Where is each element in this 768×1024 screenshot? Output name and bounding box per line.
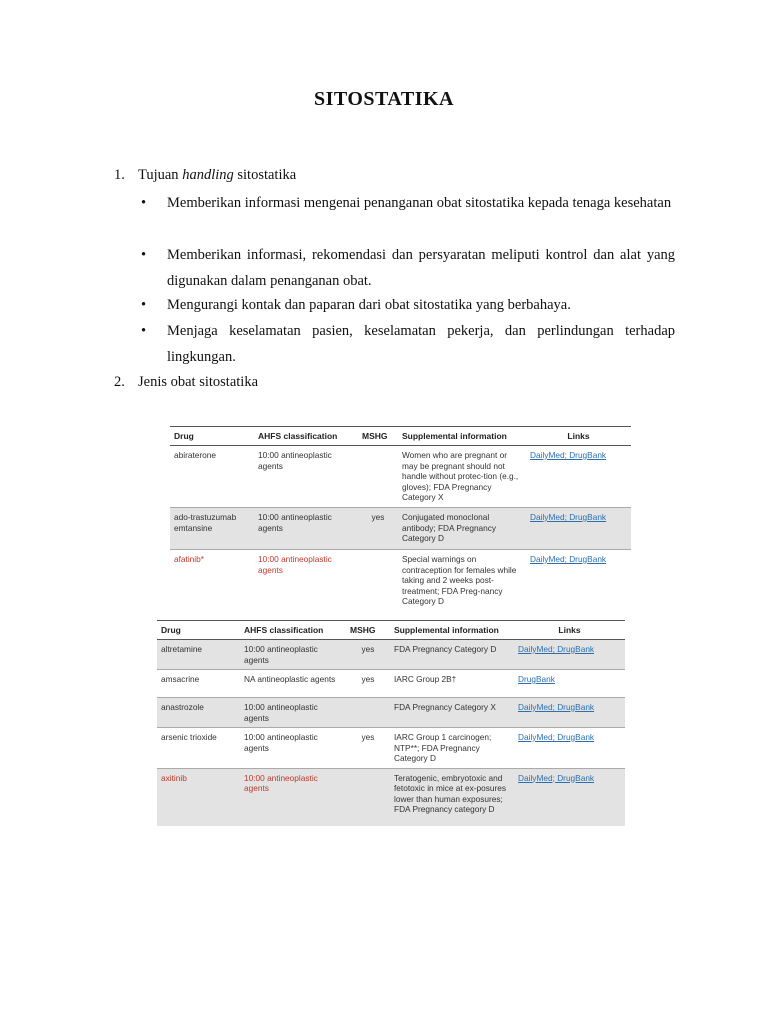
table-header-row bbox=[170, 427, 631, 446]
links-link[interactable]: DailyMed; DrugBank bbox=[518, 732, 595, 742]
links-link[interactable]: DailyMed; DrugBank bbox=[518, 772, 595, 783]
mshg-cell bbox=[346, 698, 390, 728]
table-row bbox=[157, 768, 625, 826]
mshg-cell bbox=[358, 550, 398, 612]
ahfs-cell: 10:00 antineoplastic agents bbox=[244, 702, 318, 723]
links-link[interactable]: DailyMed; DrugBank bbox=[518, 644, 595, 654]
bullet-item bbox=[141, 318, 675, 370]
table-row bbox=[170, 446, 631, 508]
bullet-icon: • bbox=[141, 323, 147, 339]
header-links: Links bbox=[567, 431, 590, 441]
links-link[interactable]: DrugBank bbox=[518, 674, 555, 684]
table-row bbox=[170, 550, 631, 612]
section-2-heading bbox=[114, 374, 258, 391]
drug-cell: amsacrine bbox=[161, 674, 200, 684]
ahfs-cell: 10:00 antineoplastic agents bbox=[258, 554, 332, 575]
header-links: Links bbox=[558, 625, 581, 635]
drug-cell: ado-trastuzumab emtansine bbox=[174, 512, 237, 533]
header-ahfs: AHFS classification bbox=[244, 625, 324, 635]
section-number: 1. bbox=[114, 167, 125, 183]
drug-table-1 bbox=[170, 426, 631, 612]
bullet-text: Memberikan informasi mengenai penanganan obat sitostatika kepada tenaga kesehatan bbox=[167, 195, 672, 211]
ahfs-cell: 10:00 antineoplastic agents bbox=[244, 732, 318, 753]
header-mshg: MSHG bbox=[350, 625, 376, 635]
mshg-cell: yes bbox=[361, 674, 375, 684]
bullet-item bbox=[141, 242, 675, 294]
mshg-cell: yes bbox=[371, 512, 385, 522]
bullet-icon: • bbox=[141, 195, 147, 211]
ahfs-cell: 10:00 antineoplastic agents bbox=[258, 450, 332, 471]
table-row bbox=[157, 698, 625, 728]
drug-cell: afatinib* bbox=[174, 554, 204, 564]
table-row bbox=[157, 728, 625, 769]
header-mshg: MSHG bbox=[362, 431, 388, 441]
drug-cell: abiraterone bbox=[174, 450, 216, 460]
page-title: SITOSTATIKA bbox=[313, 88, 454, 110]
mshg-cell bbox=[358, 446, 398, 508]
drug-cell: axitinib bbox=[161, 772, 187, 783]
bullet-item bbox=[141, 190, 675, 216]
info-cell: Women who are pregnant or may be pregnant should not handle without protec-tion (e.g., gloves); FDA Pregnancy Category X bbox=[402, 450, 519, 502]
section-suffix: sitostatika bbox=[233, 167, 297, 183]
links-link[interactable]: DailyMed; DrugBank bbox=[530, 512, 607, 522]
links-link[interactable]: DailyMed; DrugBank bbox=[530, 450, 607, 460]
header-drug: Drug bbox=[174, 431, 194, 441]
section-number: 2. bbox=[114, 374, 125, 390]
table-header-row bbox=[157, 621, 625, 640]
bullet-text: Menjaga keselamatan pasien, keselamatan pekerja, dan perlindungan terhadap lingkungan. bbox=[167, 323, 675, 365]
info-cell: FDA Pregnancy Category X bbox=[394, 702, 496, 712]
header-drug: Drug bbox=[161, 625, 181, 635]
drug-cell: altretamine bbox=[161, 644, 203, 654]
ahfs-cell: 10:00 antineoplastic agents bbox=[244, 772, 318, 793]
drug-cell: anastrozole bbox=[161, 702, 204, 712]
bullet-icon: • bbox=[141, 297, 147, 313]
ahfs-cell: 10:00 antineoplastic agents bbox=[244, 644, 318, 665]
mshg-cell: yes bbox=[361, 732, 375, 742]
bullet-text: Mengurangi kontak dan paparan dari obat sitostatika yang berbahaya. bbox=[167, 297, 571, 313]
drug-cell: arsenic trioxide bbox=[161, 732, 217, 742]
links-link[interactable]: DailyMed; DrugBank bbox=[518, 702, 595, 712]
ahfs-cell: NA antineoplastic agents bbox=[244, 674, 336, 684]
table-row bbox=[157, 640, 625, 670]
info-cell: Teratogenic, embryotoxic and fetotoxic in mice at ex-posures lower than human exposures; FDA Pregnancy category D bbox=[394, 772, 507, 814]
header-info: Supplemental information bbox=[394, 625, 499, 635]
info-cell: Conjugated monoclonal antibody; FDA Pregnancy Category D bbox=[402, 512, 497, 543]
info-cell: Special warnings on contraception for females while taking and 2 weeks post-treatment; FDA Preg-nancy Category D bbox=[402, 554, 517, 606]
info-cell: IARC Group 2B† bbox=[394, 674, 457, 684]
section-prefix: Tujuan bbox=[138, 167, 183, 183]
ahfs-cell: 10:00 antineoplastic agents bbox=[258, 512, 332, 533]
section-emphasis: handling bbox=[182, 167, 234, 183]
section-1-heading bbox=[114, 167, 296, 184]
mshg-cell bbox=[346, 768, 390, 826]
header-ahfs: AHFS classification bbox=[258, 431, 338, 441]
header-info: Supplemental information bbox=[402, 431, 507, 441]
info-cell: FDA Pregnancy Category D bbox=[394, 644, 497, 654]
info-cell: IARC Group 1 carcinogen; NTP**; FDA Pregnancy Category D bbox=[394, 732, 492, 763]
bullet-item bbox=[141, 292, 675, 318]
mshg-cell: yes bbox=[361, 644, 375, 654]
table-row bbox=[170, 508, 631, 550]
section-text: Jenis obat sitostatika bbox=[138, 374, 259, 390]
links-link[interactable]: DailyMed; DrugBank bbox=[530, 554, 607, 564]
drug-table-2 bbox=[157, 620, 625, 826]
table-row bbox=[157, 670, 625, 698]
bullet-icon: • bbox=[141, 247, 147, 263]
bullet-text: Memberikan informasi, rekomendasi dan persyaratan meliputi kontrol dan alat yang digunakan dalam penanganan obat. bbox=[167, 247, 675, 289]
